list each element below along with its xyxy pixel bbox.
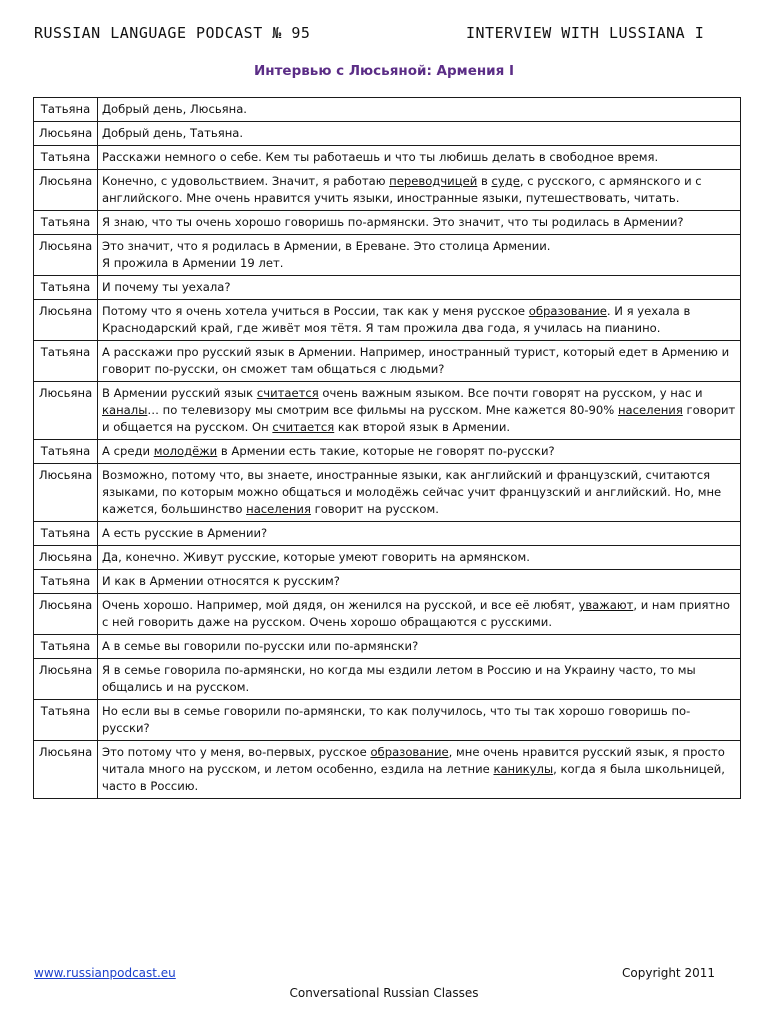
utterance-cell: Конечно, с удовольствием. Значит, я работаю переводчицей в суде, с русского, с армянского и с английского. Мне очень нравится учить языки, иностранные языки, путешествовать, читать. xyxy=(98,170,741,211)
dialogue-row xyxy=(34,235,741,276)
utterance-cell: Расскажи немного о себе. Кем ты работаешь и что ты любишь делать в свободное время. xyxy=(98,146,741,170)
utterance-cell: Добрый день, Люсьяна. xyxy=(98,98,741,122)
interview-header-title: INTERVIEW WITH LUSSIANA I xyxy=(466,24,705,42)
speaker-cell: Татьяна xyxy=(34,146,98,170)
vocab-word: суде xyxy=(491,174,520,188)
dialogue-row xyxy=(34,98,741,122)
dialogue-row xyxy=(34,546,741,570)
copyright-text: Copyright 2011 xyxy=(622,966,715,980)
podcast-header-title: RUSSIAN LANGUAGE PODCAST № 95 xyxy=(34,24,311,42)
utterance-cell: И почему ты уехала? xyxy=(98,276,741,300)
speaker-cell: Татьяна xyxy=(34,522,98,546)
speaker-cell: Татьяна xyxy=(34,211,98,235)
utterance-cell: А среди молодёжи в Армении есть такие, которые не говорят по-русски? xyxy=(98,440,741,464)
utterance-cell: И как в Армении относятся к русским? xyxy=(98,570,741,594)
speaker-cell: Люсьяна xyxy=(34,594,98,635)
vocab-word: образование xyxy=(370,745,449,759)
utterance-cell: Я в семье говорила по-армянски, но когда мы ездили летом в Россию и на Украину часто, то мы общались и на русском. xyxy=(98,659,741,700)
speaker-cell: Люсьяна xyxy=(34,464,98,522)
utterance-cell: Потому что я очень хотела учиться в России, так как у меня русское образование. И я уехала в Краснодарский край, где живёт моя тётя. Я там прожила два года, я училась на пианино. xyxy=(98,300,741,341)
speaker-cell: Люсьяна xyxy=(34,382,98,440)
dialogue-row xyxy=(34,341,741,382)
speaker-cell: Татьяна xyxy=(34,341,98,382)
dialogue-row xyxy=(34,700,741,741)
vocab-word: уважают xyxy=(578,598,634,612)
website-link[interactable]: www.russianpodcast.eu xyxy=(34,966,176,980)
dialogue-row xyxy=(34,440,741,464)
dialogue-row xyxy=(34,300,741,341)
utterance-cell: Да, конечно. Живут русские, которые умеют говорить на армянском. xyxy=(98,546,741,570)
speaker-cell: Люсьяна xyxy=(34,741,98,799)
dialogue-row xyxy=(34,594,741,635)
speaker-cell: Татьяна xyxy=(34,98,98,122)
dialogue-row xyxy=(34,276,741,300)
speaker-cell: Татьяна xyxy=(34,440,98,464)
utterance-cell: Очень хорошо. Например, мой дядя, он женился на русской, и все её любят, уважают, и нам приятно с ней говорить даже на русском. Очень хорошо обращаются с русскими. xyxy=(98,594,741,635)
document-title: Интервью с Люсьяной: Армения I xyxy=(253,63,515,79)
speaker-cell: Люсьяна xyxy=(34,235,98,276)
utterance-cell: Возможно, потому что, вы знаете, иностранные языки, как английский и французский, считаются языками, по которым можно общаться и молодёжь сейчас учит французский и английский. Но, мне кажется, большинство населения говорит на русском. xyxy=(98,464,741,522)
speaker-cell: Татьяна xyxy=(34,570,98,594)
dialogue-row xyxy=(34,659,741,700)
utterance-cell: А есть русские в Армении? xyxy=(98,522,741,546)
vocab-word: образование xyxy=(528,304,607,318)
dialogue-row xyxy=(34,170,741,211)
dialogue-row xyxy=(34,382,741,440)
utterance-cell: Это значит, что я родилась в Армении, в Ереване. Это столица Армении. Я прожила в Армении 19 лет. xyxy=(98,235,741,276)
speaker-cell: Люсьяна xyxy=(34,546,98,570)
dialogue-row xyxy=(34,522,741,546)
utterance-cell: Я знаю, что ты очень хорошо говоришь по-армянски. Это значит, что ты родилась в Армении? xyxy=(98,211,741,235)
vocab-word: переводчицей xyxy=(389,174,478,188)
utterance-cell: Добрый день, Татьяна. xyxy=(98,122,741,146)
vocab-word: населения xyxy=(617,403,683,417)
dialogue-row xyxy=(34,122,741,146)
vocab-word: каникулы xyxy=(493,762,554,776)
vocab-word: считается xyxy=(256,386,319,400)
utterance-cell: А в семье вы говорили по-русски или по-армянски? xyxy=(98,635,741,659)
vocab-word: населения xyxy=(246,502,311,516)
vocab-word: молодёжи xyxy=(153,444,218,458)
speaker-cell: Люсьяна xyxy=(34,659,98,700)
speaker-cell: Люсьяна xyxy=(34,300,98,341)
speaker-cell: Татьяна xyxy=(34,700,98,741)
dialogue-row xyxy=(34,464,741,522)
utterance-cell: Но если вы в семье говорили по-армянски, то как получилось, что ты так хорошо говоришь по-русски? xyxy=(98,700,741,741)
dialogue-row xyxy=(34,570,741,594)
vocab-word: считается xyxy=(272,420,335,434)
speaker-cell: Татьяна xyxy=(34,276,98,300)
dialogue-row xyxy=(34,211,741,235)
dialogue-row xyxy=(34,146,741,170)
dialogue-row xyxy=(34,741,741,799)
utterance-cell: А расскажи про русский язык в Армении. Например, иностранный турист, который едет в Армению и говорит по-русски, он сможет там общаться с людьми? xyxy=(98,341,741,382)
speaker-cell: Люсьяна xyxy=(34,170,98,211)
dialogue-table xyxy=(33,97,741,799)
utterance-cell: В Армении русский язык считается очень важным языком. Все почти говорят на русском, у нас и каналы… по телевизору мы смотрим все фильмы на русском. Мне кажется 80-90% населения говорит и общается на русском. Он считается как второй язык в Армении. xyxy=(98,382,741,440)
vocab-word: каналы xyxy=(102,403,148,417)
utterance-cell: Это потому что у меня, во-первых, русское образование, мне очень нравится русский язык, я просто читала много на русском, и летом особенно, ездила на летние каникулы, когда я была школьницей, часто в Россию. xyxy=(98,741,741,799)
dialogue-row xyxy=(34,635,741,659)
speaker-cell: Татьяна xyxy=(34,635,98,659)
speaker-cell: Люсьяна xyxy=(34,122,98,146)
footer-caption: Conversational Russian Classes xyxy=(289,986,479,1000)
